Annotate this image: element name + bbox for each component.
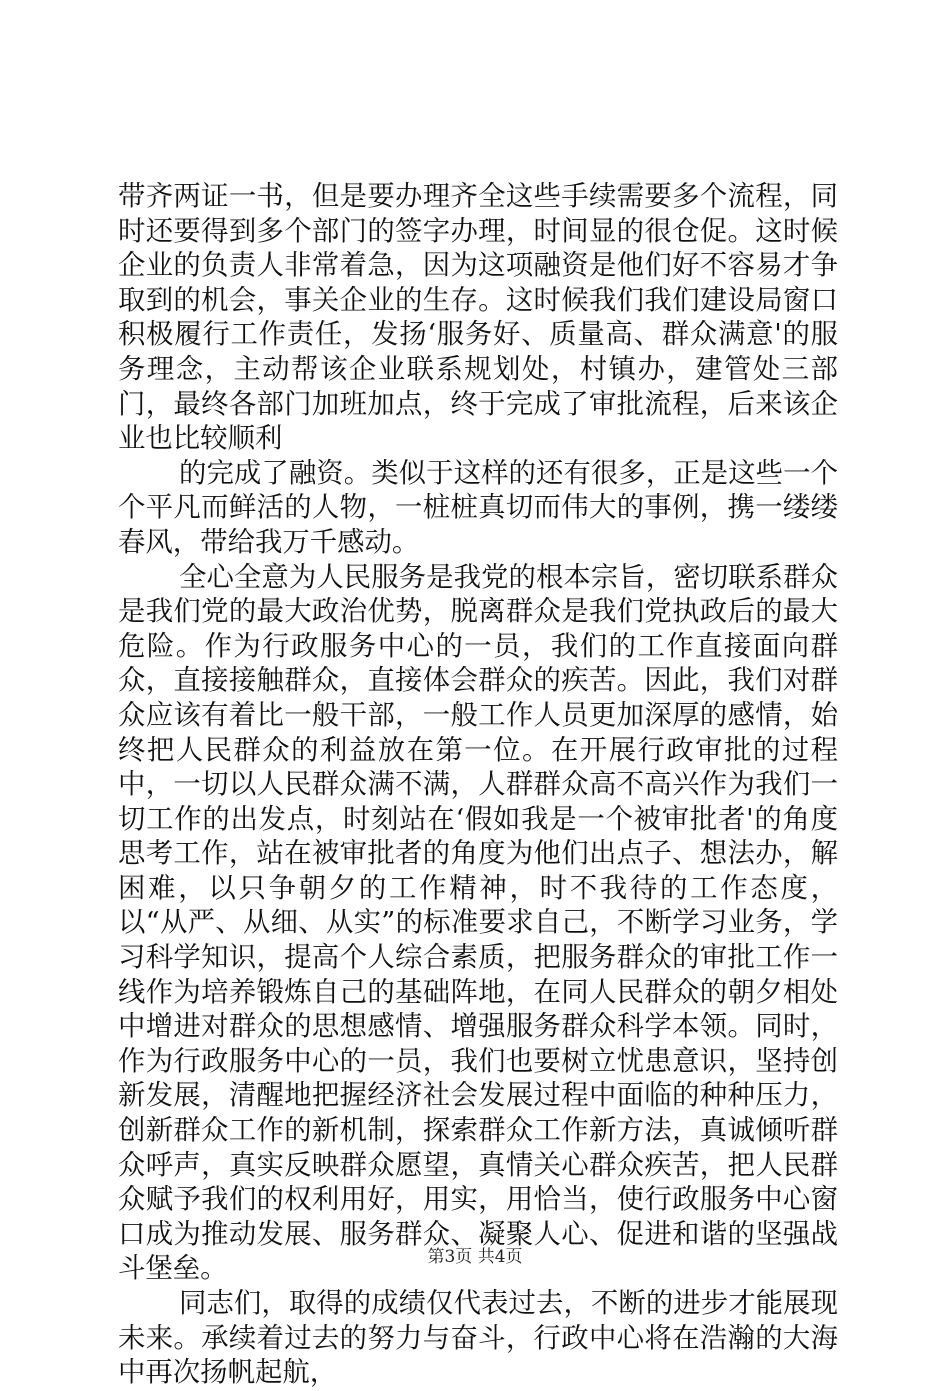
paragraph-serve-the-people: 全心全意为人民服务是我党的根本宗旨，密切联系群众是我们党的最大政治优势，脱离群众是我们党执政后的最大危险。作为行政服务中心的一员，我们的工作直接面向群众，直接接触群众，直接体会群众的疾苦。因此，我们对群众应该有着比一般干部，一般工作人员更加深厚的感情，始终把人民群众的利益放在第一位。在开展行政审批的过程中，一切以人民群众满不满，人群群众高不高兴作为我们一切工作的出发点，时刻站在‘假如我是一个被审批者'的角度思考工作，站在被审批者的角度为他们出点子、想法办，解困难，以只争朝夕的工作精神，时不我待的工作态度，以“从严、从细、从实”的标准要求自己，不断学习业务，学习科学知识，提高个人综合素质，把服务群众的审批工作一线作为培养锻炼自己的基础阵地，在同人民群众的朝夕相处中增进对群众的思想感情、增强服务群众科学本领。同时，作为行政服务中心的一员，我们也要树立忧患意识，坚持创新发展，清醒地把握经济社会发展过程中面临的种种压力，创新群众工作的新机制，探索群众工作新方法，真诚倾听群众呼声，真实反映群众愿望，真情关心群众疾苦，把人民群众赋予我们的权利用好，用实，用恰当，使行政服务中心窗口成为推动发展、服务群众、凝聚人心、促进和谐的坚强战斗堡垒。	[118, 561, 838, 1285]
paragraph-closing: 同志们，取得的成绩仅代表过去，不断的进步才能展现未来。承续着过去的努力与奋斗，行政中心将在浩瀚的大海中再次扬帆起航，	[118, 1288, 838, 1389]
document-body	[118, 180, 838, 1391]
paragraph-continuation: 带齐两证一书，但是要办理齐全这些手续需要多个流程，同时还要得到多个部门的签字办理，时间显的很仓促。这时候企业的负责人非常着急，因为这项融资是他们好不容易才争取到的机会，事关企业的生存。这时候我们我们建设局窗口积极履行工作责任，发扬‘服务好、质量高、群众满意'的服务理念，主动帮该企业联系规划处，村镇办，建管处三部门，最终各部门加班加点，终于完成了审批流程，后来该企业也比较顺利	[118, 181, 838, 455]
paragraph-financing-result: 的完成了融资。类似于这样的还有很多，正是这些一个个平凡而鲜活的人物，一桩桩真切而伟大的事例，携一缕缕春风，带给我万千感动。	[118, 457, 838, 558]
page-footer: 第3页 共4页	[427, 1247, 523, 1267]
